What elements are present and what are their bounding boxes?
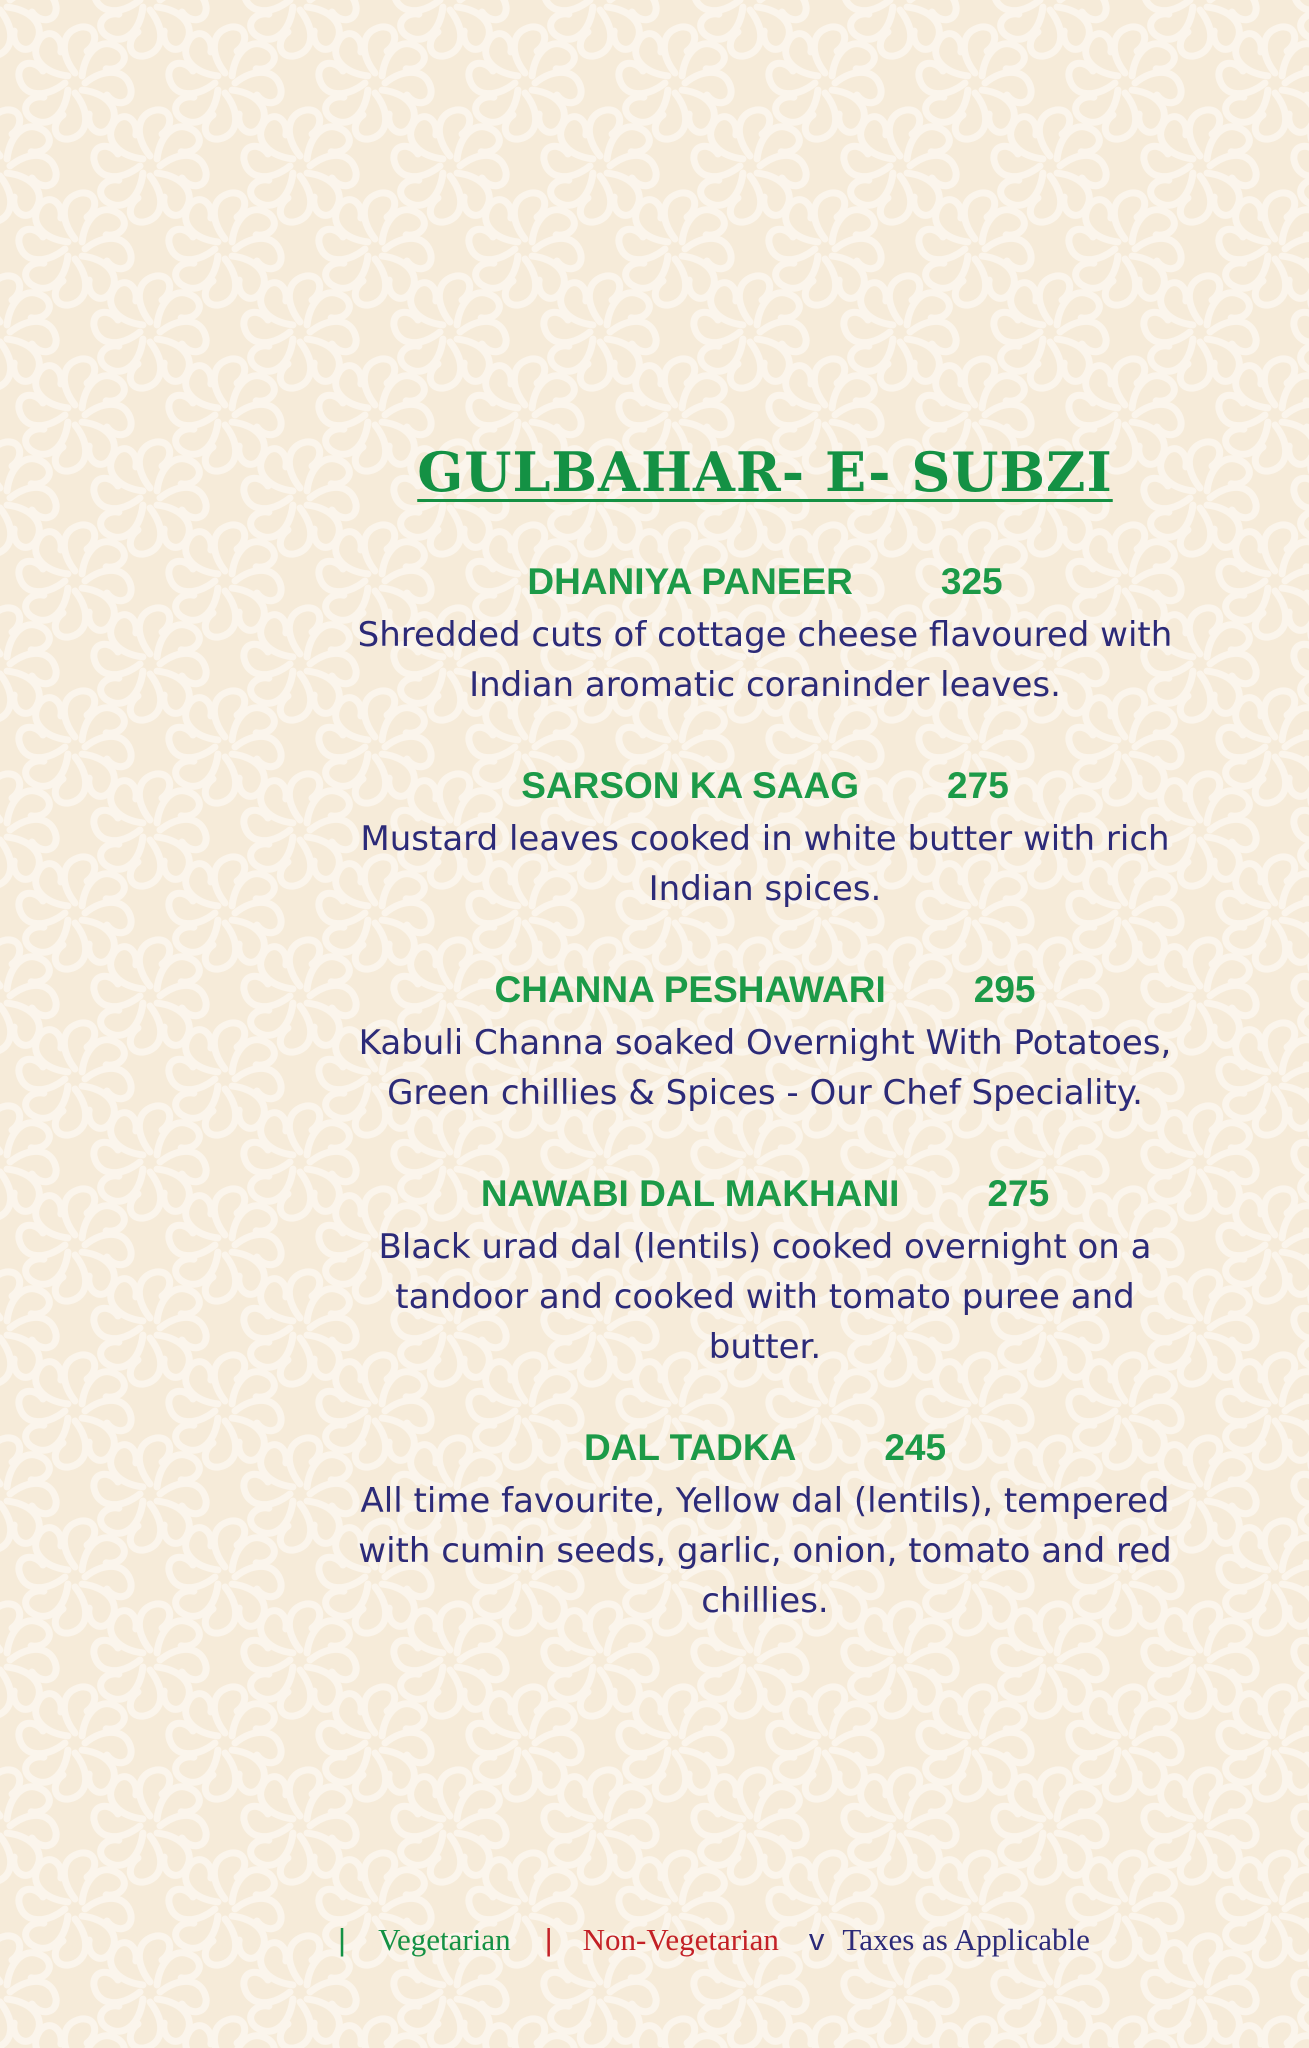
menu-item-name: NAWABI DAL MAKHANI xyxy=(480,1173,900,1214)
menu-item-header xyxy=(330,1426,1200,1470)
section-title: GULBAHAR- E- SUBZI xyxy=(417,440,1113,504)
tax-mark-icon: v xyxy=(808,1922,825,1957)
menu-item-price: 275 xyxy=(947,765,1009,806)
menu-item-description: Black urad dal (lentils) cooked overnight on a tandoor and cooked with tomato puree and butter. xyxy=(378,1227,1152,1367)
menu-item-header xyxy=(330,1172,1200,1216)
menu-item-description: Mustard leaves cooked in white butter with rich Indian spices. xyxy=(360,819,1170,909)
menu-item xyxy=(330,968,1200,1118)
veg-label: Vegetarian xyxy=(378,1922,511,1957)
menu-item xyxy=(330,560,1200,710)
menu-item xyxy=(330,764,1200,914)
menu-item-name: DAL TADKA xyxy=(583,1427,797,1468)
menu-item-header xyxy=(330,968,1200,1012)
veg-mark-icon: | xyxy=(338,1922,347,1957)
menu-item-price: 295 xyxy=(973,969,1036,1010)
nonveg-mark-icon: | xyxy=(544,1922,553,1957)
menu-page xyxy=(330,440,1200,1680)
nonveg-label: Non-Vegetarian xyxy=(582,1922,779,1957)
menu-item-header xyxy=(330,764,1200,808)
menu-item-description: Kabuli Channa soaked Overnight With Potatoes, Green chillies & Spices - Our Chef Speciality. xyxy=(358,1023,1172,1113)
menu-item-description: All time favourite, Yellow dal (lentils), tempered with cumin seeds, garlic, onion, tomato and red chillies. xyxy=(358,1481,1172,1621)
menu-item-name: SARSON KA SAAG xyxy=(521,765,860,806)
tax-label: Taxes as Applicable xyxy=(842,1922,1090,1957)
menu-item-name: CHANNA PESHAWARI xyxy=(494,969,886,1010)
menu-item-price: 245 xyxy=(884,1427,947,1468)
menu-item-price: 275 xyxy=(987,1173,1050,1214)
menu-item-price: 325 xyxy=(940,561,1003,602)
menu-item-header xyxy=(330,560,1200,604)
menu-item xyxy=(330,1426,1200,1626)
menu-item xyxy=(330,1172,1200,1372)
menu-item-description: Shredded cuts of cottage cheese flavoured with Indian aromatic coraninder leaves. xyxy=(357,615,1173,705)
legend-footer xyxy=(338,1922,1090,1958)
menu-item-name: DHANIYA PANEER xyxy=(527,561,853,602)
